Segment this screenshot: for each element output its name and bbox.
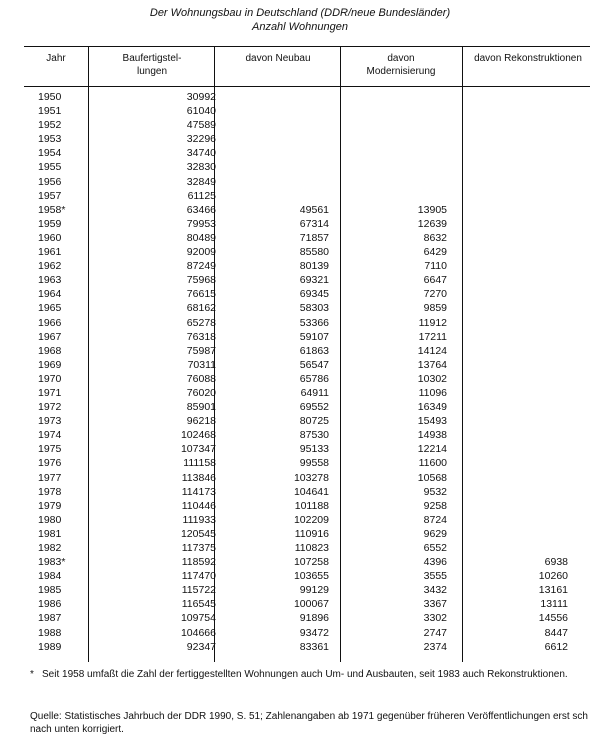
cell-neubau: 65786: [299, 372, 329, 385]
header-rekonstruktionen: davon Rekonstruktionen: [474, 53, 582, 64]
cell-year: 1984: [38, 570, 62, 583]
cell-modernisierung: 9258: [423, 499, 447, 512]
cell-total: 32830: [186, 161, 216, 174]
cell-year: 1966: [38, 316, 62, 329]
cell-neubau: 58303: [299, 302, 329, 315]
table-row: [24, 400, 590, 414]
cell-rekonstruktionen: 13161: [538, 584, 568, 597]
header-modernisierung: davon Modernisierung: [366, 53, 436, 77]
header-bottom-rule: [24, 86, 590, 87]
cell-total: 109754: [180, 612, 216, 625]
table-row: [24, 245, 590, 259]
cell-year: 1981: [38, 527, 62, 540]
cell-neubau: 85580: [299, 246, 329, 259]
table-row: [24, 160, 590, 174]
footnote: [30, 668, 590, 681]
cell-modernisierung: 6647: [423, 274, 447, 287]
cell-total: 115722: [181, 584, 216, 597]
footnote-marker: *: [30, 669, 34, 680]
cell-neubau: 95133: [299, 443, 329, 456]
cell-year: 1979: [38, 499, 62, 512]
cell-total: 75968: [186, 274, 216, 287]
cell-year: 1972: [38, 401, 62, 414]
cell-modernisierung: 14124: [417, 344, 447, 357]
cell-modernisierung: 2374: [423, 640, 447, 653]
cell-modernisierung: 2747: [423, 626, 447, 639]
cell-year: 1968: [38, 344, 62, 357]
cell-modernisierung: 9532: [423, 485, 447, 498]
cell-modernisierung: 17211: [418, 330, 447, 343]
table-row: [24, 316, 590, 330]
cell-total: 114173: [181, 485, 216, 498]
cell-neubau: 107258: [293, 556, 329, 569]
cell-neubau: 61863: [299, 344, 329, 357]
cell-rekonstruktionen: 8447: [544, 626, 568, 639]
cell-total: 104666: [180, 626, 216, 639]
cell-neubau: 80725: [299, 415, 329, 428]
cell-rekonstruktionen: 14556: [538, 612, 568, 625]
cell-year: 1980: [38, 513, 62, 526]
cell-total: 32296: [186, 133, 216, 146]
table-row: [24, 231, 590, 245]
cell-year: 1989: [38, 640, 62, 653]
cell-total: 96218: [186, 415, 216, 428]
cell-total: 32849: [186, 175, 216, 188]
cell-total: 116545: [181, 598, 216, 611]
cell-neubau: 87530: [299, 429, 329, 442]
cell-neubau: 99558: [299, 457, 329, 470]
cell-year: 1969: [38, 358, 62, 371]
cell-total: 117470: [181, 570, 216, 583]
cell-year: 1965: [38, 302, 62, 315]
cell-total: 92009: [186, 246, 216, 259]
cell-modernisierung: 3432: [423, 584, 447, 597]
cell-year: 1987: [38, 612, 62, 625]
cell-year: 1964: [38, 288, 62, 301]
cell-neubau: 83361: [299, 640, 329, 653]
cell-modernisierung: 7270: [423, 288, 447, 301]
cell-modernisierung: 15493: [417, 415, 447, 428]
table-row: [24, 146, 590, 160]
table-row: [24, 273, 590, 287]
header-total: Baufertigstel-lungen: [122, 53, 182, 77]
table-row: [24, 104, 590, 118]
cell-neubau: 101188: [294, 499, 329, 512]
cell-modernisierung: 13905: [417, 203, 447, 216]
cell-total: 76615: [186, 288, 216, 301]
cell-rekonstruktionen: 6612: [544, 640, 568, 653]
cell-year: 1956: [38, 175, 62, 188]
cell-rekonstruktionen: 6938: [544, 556, 568, 569]
table-row: [24, 626, 590, 640]
cell-total: 68162: [186, 302, 216, 315]
cell-rekonstruktionen: 13111: [540, 598, 568, 611]
cell-total: 120545: [180, 527, 216, 540]
cell-modernisierung: 12639: [417, 217, 447, 230]
table-row: [24, 301, 590, 315]
table-body: [24, 90, 590, 654]
cell-total: 107347: [180, 443, 216, 456]
cell-modernisierung: 6429: [423, 246, 447, 259]
cell-total: 79953: [186, 217, 216, 230]
cell-total: 65278: [186, 316, 216, 329]
table-row: [24, 118, 590, 132]
cell-year: 1950: [38, 91, 62, 103]
cell-neubau: 64911: [300, 386, 329, 399]
table-row: [24, 344, 590, 358]
document-title: [0, 6, 600, 34]
cell-year: 1951: [38, 105, 62, 118]
cell-modernisierung: 11600: [418, 457, 447, 470]
table-row: [24, 90, 590, 104]
cell-year: 1958*: [38, 203, 66, 216]
cell-total: 110446: [181, 499, 216, 512]
cell-modernisierung: 9859: [423, 302, 447, 315]
cell-modernisierung: 10568: [417, 471, 447, 484]
housing-table: [24, 46, 590, 662]
table-row: [24, 259, 590, 273]
cell-total: 61040: [186, 105, 216, 118]
table-row: [24, 583, 590, 597]
cell-total: 61125: [187, 189, 216, 202]
cell-total: 111158: [183, 457, 216, 470]
table-row: [24, 414, 590, 428]
table-row: [24, 527, 590, 541]
cell-neubau: 110916: [294, 527, 329, 540]
cell-year: 1985: [38, 584, 62, 597]
cell-year: 1982: [38, 542, 62, 554]
cell-total: 76318: [186, 330, 216, 343]
table-row: [24, 132, 590, 146]
cell-year: 1953: [38, 133, 62, 146]
cell-neubau: 91896: [299, 612, 329, 625]
cell-year: 1988: [38, 626, 62, 639]
cell-total: 76088: [186, 372, 216, 385]
table-row: [24, 217, 590, 231]
table-row: [24, 471, 590, 485]
table-row: [24, 499, 590, 513]
cell-year: 1955: [38, 161, 62, 174]
cell-total: 76020: [186, 386, 216, 399]
header-year: Jahr: [46, 53, 66, 64]
table-row: [24, 189, 590, 203]
cell-neubau: 49561: [299, 203, 329, 216]
cell-year: 1959: [38, 217, 62, 230]
table-row: [24, 485, 590, 499]
cell-neubau: 80139: [299, 260, 329, 273]
table-row: [24, 569, 590, 583]
cell-modernisierung: 10302: [417, 372, 447, 385]
table-row: [24, 541, 590, 555]
cell-year: 1976: [38, 457, 62, 470]
cell-total: 34740: [186, 147, 216, 160]
table-row: [24, 358, 590, 372]
cell-modernisierung: 13764: [417, 358, 447, 371]
cell-total: 63466: [186, 203, 216, 216]
cell-year: 1973: [38, 415, 62, 428]
header-neubau: davon Neubau: [245, 53, 311, 64]
cell-year: 1960: [38, 231, 62, 244]
cell-neubau: 99129: [299, 584, 329, 597]
table-row: [24, 287, 590, 301]
cell-total: 87249: [186, 260, 216, 273]
cell-modernisierung: 6552: [423, 542, 447, 554]
cell-total: 75987: [186, 344, 216, 357]
cell-neubau: 104641: [293, 485, 329, 498]
cell-total: 102468: [180, 429, 216, 442]
table-row: [24, 513, 590, 527]
table-title: Der Wohnungsbau in Deutschland (DDR/neue Bundesländer): [149, 7, 451, 19]
cell-year: 1967: [38, 330, 62, 343]
cell-modernisierung: 11912: [418, 316, 447, 329]
table-row: [24, 372, 590, 386]
cell-neubau: 100067: [293, 598, 329, 611]
cell-neubau: 71857: [299, 231, 329, 244]
cell-modernisierung: 3367: [423, 598, 447, 611]
table-row: [24, 456, 590, 470]
cell-year: 1961: [38, 246, 62, 259]
cell-year: 1974: [38, 429, 62, 442]
cell-year: 1962: [38, 260, 62, 273]
cell-neubau: 59107: [299, 330, 329, 343]
cell-modernisierung: 14938: [417, 429, 447, 442]
cell-neubau: 56547: [299, 358, 329, 371]
table-row: [24, 555, 590, 569]
footnote-text: Seit 1958 umfaßt die Zahl der fertiggestellten Wohnungen auch Um- und Ausbauten, seit 1983 auch Rekonstruktionen.: [42, 669, 568, 680]
cell-neubau: 69552: [299, 401, 329, 414]
cell-total: 111933: [182, 513, 216, 526]
table-row: [24, 597, 590, 611]
cell-modernisierung: 9629: [423, 527, 447, 540]
cell-total: 113846: [181, 471, 216, 484]
cell-modernisierung: 4396: [423, 556, 447, 569]
cell-year: 1971: [38, 386, 62, 399]
cell-total: 70311: [187, 358, 216, 371]
table-row: [24, 442, 590, 456]
cell-modernisierung: 3302: [423, 612, 447, 625]
cell-year: 1977: [38, 471, 62, 484]
cell-neubau: 67314: [299, 217, 329, 230]
cell-neubau: 53366: [299, 316, 329, 329]
table-row: [24, 175, 590, 189]
cell-year: 1978: [38, 485, 62, 498]
cell-total: 118592: [181, 556, 216, 569]
cell-total: 85901: [186, 401, 216, 414]
table-top-rule: [24, 46, 590, 47]
cell-modernisierung: 16349: [417, 401, 447, 414]
table-row: [24, 330, 590, 344]
cell-neubau: 110823: [294, 542, 329, 554]
table-row: [24, 428, 590, 442]
cell-total: 30992: [186, 91, 216, 103]
cell-year: 1970: [38, 372, 62, 385]
cell-neubau: 93472: [299, 626, 329, 639]
cell-neubau: 103278: [293, 471, 329, 484]
table-row: [24, 203, 590, 217]
cell-neubau: 102209: [293, 513, 329, 526]
cell-total: 47589: [186, 119, 216, 132]
cell-total: 117375: [181, 542, 216, 554]
cell-modernisierung: 8632: [423, 231, 447, 244]
cell-modernisierung: 7110: [424, 260, 447, 273]
cell-modernisierung: 3555: [423, 570, 447, 583]
cell-rekonstruktionen: 10260: [538, 570, 568, 583]
cell-year: 1963: [38, 274, 62, 287]
cell-year: 1983*: [38, 556, 66, 569]
table-subtitle: Anzahl Wohnungen: [251, 21, 348, 33]
cell-year: 1952: [38, 119, 62, 132]
table-row: [24, 640, 590, 654]
source-note: Quelle: Statistisches Jahrbuch der DDR 1990, S. 51; Zahlenangaben ab 1971 gegenüber früheren Veröffentlichungen erst sch nach unten korrigiert.: [30, 711, 588, 735]
cell-total: 92347: [186, 640, 216, 653]
cell-neubau: 103655: [293, 570, 329, 583]
cell-total: 80489: [186, 231, 216, 244]
cell-neubau: 69345: [299, 288, 329, 301]
table-row: [24, 386, 590, 400]
cell-modernisierung: 12214: [417, 443, 447, 456]
cell-year: 1986: [38, 598, 62, 611]
cell-year: 1975: [38, 443, 62, 456]
cell-year: 1957: [38, 189, 62, 202]
cell-modernisierung: 8724: [423, 513, 447, 526]
cell-modernisierung: 11096: [418, 386, 447, 399]
cell-year: 1954: [38, 147, 62, 160]
table-row: [24, 611, 590, 625]
cell-neubau: 69321: [299, 274, 329, 287]
